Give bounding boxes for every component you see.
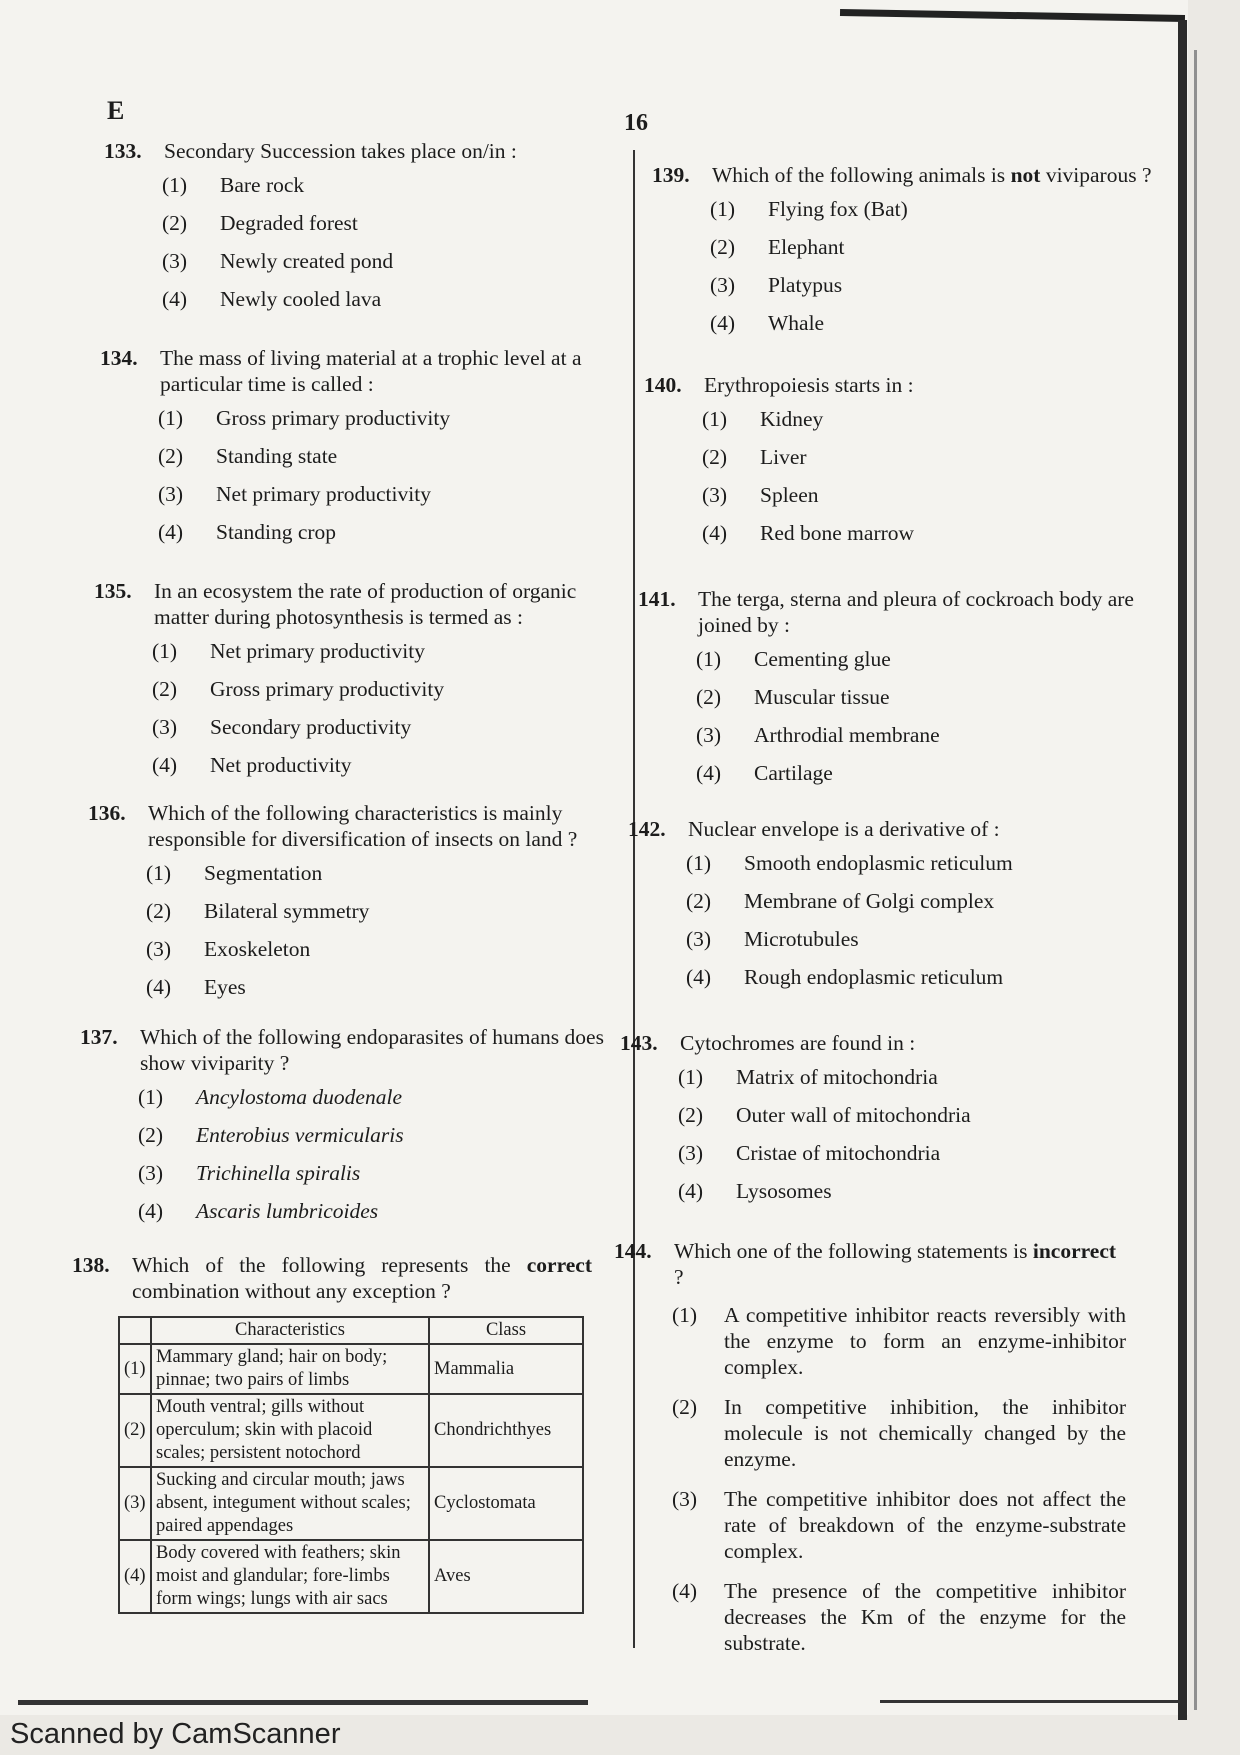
option-2[interactable]: (2) Membrane of Golgi complex xyxy=(686,889,995,913)
option-3[interactable]: (3) Platypus xyxy=(710,273,843,297)
option-list xyxy=(162,172,624,324)
option-list xyxy=(152,638,624,790)
option-2[interactable]: (2) Liver xyxy=(702,445,807,469)
option-1[interactable]: (1) Cementing glue xyxy=(696,647,891,671)
question-138 xyxy=(72,1252,592,1304)
option-2[interactable]: (2) Gross primary productivity xyxy=(152,677,445,701)
option-2[interactable]: (2) Bilateral symmetry xyxy=(146,899,370,923)
question-text: The mass of living material at a trophic level at a particular time is called : xyxy=(160,346,582,396)
question-139 xyxy=(652,162,1162,348)
scan-edge-right xyxy=(1178,20,1187,1720)
question-text: Which of the following characteristics is mainly responsible for diversification of insects on land ? xyxy=(148,801,578,851)
question-136 xyxy=(88,800,623,1012)
question-137 xyxy=(80,1024,625,1236)
option-3[interactable]: (3) Newly created pond xyxy=(162,249,394,273)
option-list xyxy=(158,405,625,557)
option-1[interactable]: (1) Smooth endoplasmic reticulum xyxy=(686,851,1013,875)
option-3[interactable]: (3) Net primary productivity xyxy=(158,482,431,506)
question-142 xyxy=(628,816,1153,1002)
classification-table xyxy=(118,1316,584,1614)
question-number: 143. xyxy=(620,1031,658,1055)
option-list xyxy=(710,196,1162,348)
question-135 xyxy=(94,578,624,790)
option-1[interactable]: (1) Ancylostoma duodenale xyxy=(138,1085,402,1109)
option-1[interactable]: (1) Segmentation xyxy=(146,861,323,885)
question-text: Which of the following animals is not viviparous ? xyxy=(712,163,1152,187)
question-number: 137. xyxy=(80,1025,118,1049)
question-number: 135. xyxy=(94,579,132,603)
question-141 xyxy=(638,586,1158,798)
option-3[interactable]: (3) Spleen xyxy=(702,483,819,507)
option-list xyxy=(696,646,1158,798)
option-3[interactable]: (3) Exoskeleton xyxy=(146,937,311,961)
question-number: 136. xyxy=(88,801,126,825)
question-144 xyxy=(614,1238,1126,1670)
question-number: 141. xyxy=(638,587,676,611)
option-list xyxy=(138,1084,625,1236)
option-list xyxy=(686,850,1153,1002)
option-4[interactable]: (4) Whale xyxy=(710,311,825,335)
option-4[interactable]: (4) Lysosomes xyxy=(678,1179,832,1203)
question-text: Which of the following represents the correct combination without any exception ? xyxy=(132,1253,593,1303)
option-list xyxy=(678,1064,1150,1216)
option-1[interactable]: (1) Bare rock xyxy=(162,173,305,197)
question-140 xyxy=(644,372,1159,558)
option-3[interactable]: (3) The competitive inhibitor does not affect the rate of breakdown of the enzyme-substrate complex. xyxy=(672,1487,1126,1563)
option-list xyxy=(146,860,623,1012)
option-1[interactable]: (1) Net primary productivity xyxy=(152,639,425,663)
table-row[interactable]: (3) Sucking and circular mouth; jaws absent, integument without scales; paired appendages Cyclostomata xyxy=(119,1467,583,1540)
option-2[interactable]: (2) In competitive inhibition, the inhibitor molecule is not chemically changed by the enzyme. xyxy=(672,1395,1126,1471)
question-text: Which one of the following statements is incorrect ? xyxy=(674,1239,1117,1289)
option-4[interactable]: (4) Red bone marrow xyxy=(702,521,915,545)
option-4[interactable]: (4) Net productivity xyxy=(152,753,352,777)
option-2[interactable]: (2) Standing state xyxy=(158,444,338,468)
option-3[interactable]: (3) Arthrodial membrane xyxy=(696,723,940,747)
option-3[interactable]: (3) Cristae of mitochondria xyxy=(678,1141,941,1165)
table-header-characteristics: Characteristics xyxy=(151,1317,429,1344)
question-text: Erythropoiesis starts in : xyxy=(704,373,914,397)
question-text: Nuclear envelope is a derivative of : xyxy=(688,817,1000,841)
option-4[interactable]: (4) Eyes xyxy=(146,975,246,999)
table-row[interactable]: (4) Body covered with feathers; skin moist and glandular; fore-limbs form wings; lungs with air sacs Aves xyxy=(119,1540,583,1613)
option-list xyxy=(672,1302,1126,1656)
option-4[interactable]: (4) Rough endoplasmic reticulum xyxy=(686,965,1004,989)
question-143 xyxy=(620,1030,1150,1216)
option-1[interactable]: (1) A competitive inhibitor reacts reversibly with the enzyme to form an enzyme-inhibitor complex. xyxy=(672,1303,1126,1379)
scan-edge-bottom-right xyxy=(880,1700,1180,1703)
table-header-num xyxy=(119,1317,151,1344)
option-4[interactable]: (4) Ascaris lumbricoides xyxy=(138,1199,379,1223)
option-4[interactable]: (4) Newly cooled lava xyxy=(162,287,382,311)
option-list xyxy=(702,406,1159,558)
question-text: In an ecosystem the rate of production of organic matter during photosynthesis is termed as : xyxy=(154,579,577,629)
option-4[interactable]: (4) Cartilage xyxy=(696,761,833,785)
question-number: 144. xyxy=(614,1239,652,1263)
question-number: 142. xyxy=(628,817,666,841)
scan-edge-bottom-left xyxy=(18,1700,588,1705)
option-2[interactable]: (2) Degraded forest xyxy=(162,211,358,235)
scan-edge-right-shadow xyxy=(1194,50,1197,1710)
table-header-class: Class xyxy=(429,1317,583,1344)
option-4[interactable]: (4) Standing crop xyxy=(158,520,337,544)
table-row[interactable]: (1) Mammary gland; hair on body; pinnae; two pairs of limbs Mammalia xyxy=(119,1344,583,1394)
option-2[interactable]: (2) Elephant xyxy=(710,235,845,259)
question-number: 140. xyxy=(644,373,682,397)
option-2[interactable]: (2) Muscular tissue xyxy=(696,685,890,709)
question-text: Secondary Succession takes place on/in : xyxy=(164,139,517,163)
table-header-row xyxy=(119,1317,583,1344)
question-number: 133. xyxy=(104,139,142,163)
option-1[interactable]: (1) Matrix of mitochondria xyxy=(678,1065,938,1089)
question-133 xyxy=(104,138,624,324)
table-row[interactable]: (2) Mouth ventral; gills without operculum; skin with placoid scales; persistent notochord Chondrichthyes xyxy=(119,1394,583,1467)
question-text: Which of the following endoparasites of humans does show viviparity ? xyxy=(140,1025,604,1075)
question-text: Cytochromes are found in : xyxy=(680,1031,916,1055)
page-number: 16 xyxy=(624,110,648,136)
option-1[interactable]: (1) Flying fox (Bat) xyxy=(710,197,908,221)
question-text: The terga, sterna and pleura of cockroach body are joined by : xyxy=(698,587,1134,637)
scanner-watermark: Scanned by CamScanner xyxy=(10,1718,341,1750)
option-4[interactable]: (4) The presence of the competitive inhibitor decreases the Km of the enzyme for the substrate. xyxy=(672,1579,1126,1655)
option-1[interactable]: (1) Kidney xyxy=(702,407,824,431)
scan-edge-top xyxy=(840,9,1185,22)
option-1[interactable]: (1) Gross primary productivity xyxy=(158,406,451,430)
option-2[interactable]: (2) Outer wall of mitochondria xyxy=(678,1103,971,1127)
question-134 xyxy=(100,345,625,557)
option-2[interactable]: (2) Enterobius vermicularis xyxy=(138,1123,404,1147)
question-number: 138. xyxy=(72,1253,110,1277)
question-number: 134. xyxy=(100,346,138,370)
option-3[interactable]: (3) Secondary productivity xyxy=(152,715,412,739)
option-3[interactable]: (3) Microtubules xyxy=(686,927,859,951)
question-number: 139. xyxy=(652,163,690,187)
booklet-code: E xyxy=(107,96,125,125)
option-3[interactable]: (3) Trichinella spiralis xyxy=(138,1161,361,1185)
